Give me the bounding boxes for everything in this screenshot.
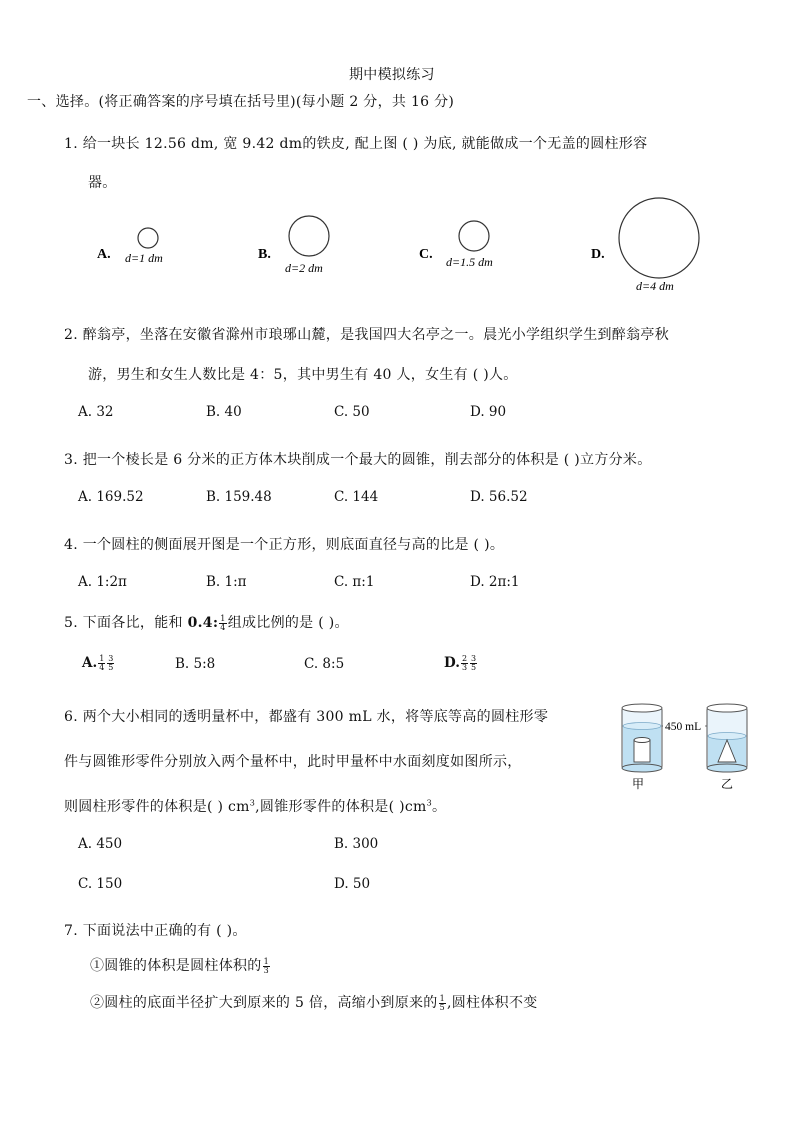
q1-option-b-letter: B. (258, 247, 271, 262)
q7-statement-1: ①圆锥的体积是圆柱体积的 $\frac{1}{3}$ (90, 956, 269, 975)
q4-option-d[interactable]: D. 2π:1 (470, 574, 520, 590)
question-6-line1: 6. 两个大小相同的透明量杯中，都盛有 300 mL 水，将等底等高的圆柱形零 (64, 709, 549, 725)
section-heading: 一、选择。(将正确答案的序号填在括号里)(每小题 2 分，共 16 分) (27, 94, 455, 110)
q4-option-a[interactable]: A. 1:2π (78, 574, 127, 590)
q5-prefix: 5. 下面各比，能和 (64, 615, 188, 631)
q4-option-b[interactable]: B. 1:π (206, 574, 247, 590)
q3-option-b[interactable]: B. 159.48 (206, 489, 272, 505)
question-6-figure (615, 696, 765, 796)
q1-option-c-label: d=1.5 dm (446, 255, 493, 269)
cup-jia (622, 704, 662, 772)
question-7-line1: 7. 下面说法中正确的有 ( )。 (64, 923, 247, 939)
question-2-line1: 2. 醉翁亭，坐落在安徽省滁州市琅琊山麓，是我国四大名亭之一。晨光小学组织学生到醉翁亭秋 (64, 327, 670, 343)
cup-1-label: 甲 (632, 777, 645, 791)
page-title: 期中模拟练习 (349, 67, 435, 83)
q5-option-b[interactable]: B. 5:8 (175, 656, 216, 672)
q7-statement-2: ②圆柱的底面半径扩大到原来的 5 倍，高缩小到原来的 $\frac{1}{5}$ ,圆柱体积不变 (90, 993, 538, 1012)
q1-option-a-letter: A. (97, 247, 111, 262)
q1-option-c-letter: C. (419, 247, 433, 262)
question-6-line3: 则圆柱形零件的体积是( ) $cm^3$,圆锥形零件的体积是( )$cm^3$。 (64, 798, 447, 815)
q2-option-d[interactable]: D. 90 (470, 404, 507, 420)
q1-option-a-label: d=1 dm (125, 251, 163, 265)
q5-suffix: 组成比例的是 ( )。 (227, 615, 349, 631)
question-4-line1: 4. 一个圆柱的侧面展开图是一个正方形，则底面直径与高的比是 ( )。 (64, 537, 505, 553)
q1-option-d-label: d=4 dm (636, 279, 674, 293)
question-1-line2: 器。 (88, 175, 117, 191)
question-6-line2: 件与圆锥形零件分别放入两个量杯中，此时甲量杯中水面刻度如图所示， (64, 754, 522, 770)
question-3-line1: 3. 把一个棱长是 6 分米的正方体木块削成一个最大的圆锥，削去部分的体积是 ( )立方分米。 (64, 452, 652, 468)
q5-option-d[interactable]: D. $\frac{2}{3}$ $\frac{3}{5}$ (444, 654, 477, 672)
cup-yi (707, 704, 747, 772)
q3-option-d[interactable]: D. 56.52 (470, 489, 528, 505)
q2-option-b[interactable]: B. 40 (206, 404, 242, 420)
question-1-line1: 1. 给一块长 12.56 dm, 宽 9.42 dm的铁皮, 配上图 ( ) 为底, 就能做成一个无盖的圆柱形容 (64, 136, 648, 152)
q1-option-b-label: d=2 dm (285, 261, 323, 275)
q6-option-c[interactable]: C. 150 (78, 876, 123, 892)
q3-option-c[interactable]: C. 144 (334, 489, 379, 505)
question-5-line1 (64, 612, 349, 634)
cup-2-label: 乙 (721, 777, 734, 791)
circle-c (459, 221, 489, 251)
q5-option-a[interactable]: A. $\frac{1}{4}$ $\frac{3}{5}$ (82, 654, 114, 672)
circle-a (138, 228, 158, 248)
circle-b (289, 216, 329, 256)
circle-d (619, 198, 699, 278)
q5-ratio: 0.4: (187, 615, 219, 631)
q4-option-c[interactable]: C. π:1 (334, 574, 375, 590)
q2-option-a[interactable]: A. 32 (78, 404, 114, 420)
question-1-figure (90, 195, 710, 300)
q6-option-a[interactable]: A. 450 (78, 836, 123, 852)
q5-fraction: $\frac{1}{4}$ (220, 613, 226, 632)
q6-option-d[interactable]: D. 50 (334, 876, 371, 892)
q5-option-c[interactable]: C. 8:5 (304, 656, 345, 672)
question-2-line2: 游，男生和女生人数比是 4：5，其中男生有 40 人，女生有 ( )人。 (88, 367, 518, 383)
q2-option-c[interactable]: C. 50 (334, 404, 370, 420)
q1-option-d-letter: D. (591, 247, 605, 262)
q3-option-a[interactable]: A. 169.52 (78, 489, 144, 505)
q6-option-b[interactable]: B. 300 (334, 836, 379, 852)
volume-label: 450 mL (665, 721, 702, 733)
